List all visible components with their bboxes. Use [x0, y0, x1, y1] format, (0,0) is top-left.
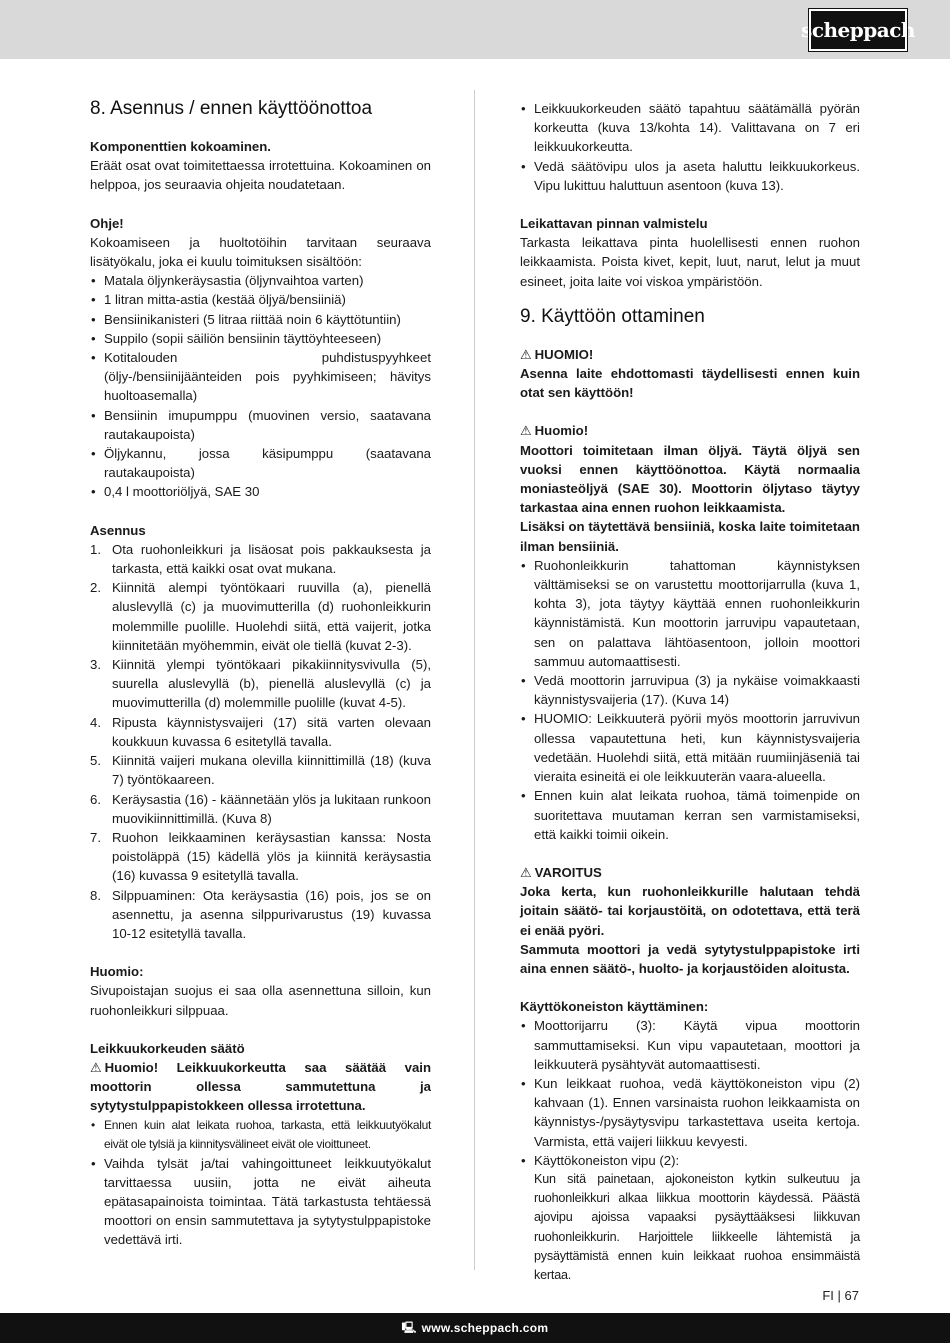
- operation-last-text: Kun sitä painetaan, ajokoneiston kytkin sulkeutuu ja ruohonleikkuri alkaa liikkua moottorin käydessä. Päästä ajovipu ajoissa vapaaksi pysäyttääksesi liikkuvan ruohonleikkurin. Harjoittele liikkeelle lähtemistä ja pysäyttämistä ennen kuin leikkaat ruohoa ensimmäistä kertaa.: [534, 1171, 860, 1282]
- right-column: [520, 99, 860, 1285]
- warning-triangle-icon: ⚠: [520, 864, 532, 880]
- warning-3-text: Joka kerta, kun ruohonleikkurille halutaan tehdä joitain säätö- tai korjaustöitä, on odotettava, että terä ei enää pyöri.: [520, 884, 860, 938]
- list-item: • Vedä moottorin jarruvipua (3) ja nykäise voimakkaasti käynnistysvaijeria (17). (Kuva 14): [520, 671, 860, 709]
- assembly-step: 4. Ripusta käynnistysvaijeri (17) sitä varten olevaan koukkuun kuvassa 6 esitetyllä tavalla.: [90, 713, 431, 751]
- page-number: FI | 67: [822, 1288, 859, 1303]
- list-item: • Kotitalouden puhdistuspyyhkeet (öljy-/bensiinijäänteiden pois pyyhkimiseen; hävitys huoltoasemalla): [90, 348, 431, 406]
- operation-list: [520, 1016, 860, 1170]
- assembly-heading: Asennus: [90, 522, 146, 538]
- brand-logo: scheppach: [809, 9, 907, 51]
- list-item: • Kun leikkaat ruohoa, vedä käyttökoneiston vipu (2) kahvaan (1). Ennen varsinaista ruohon leikkaamista on käynnistys-/pysäytysvipu tarkastettava useita kertoja. Varmista, että vaijeri liikkuu kevyesti.: [520, 1074, 860, 1151]
- assembly-step: 8. Silppuaminen: Ota keräysastia (16) pois, jos se on asennettu, ja asenna silppurivarustus (19) kuvassa 10-12 esitetyllä tavalla.: [90, 886, 431, 944]
- list-item: • Öljykannu, jossa käsipumppu (saatavana rautakaupoista): [90, 444, 431, 482]
- components-heading: Komponenttien kokoaminen.: [90, 139, 271, 154]
- assembly-step: 1. Ota ruohonleikkuri ja lisäosat pois pakkauksesta ja tarkasta, että kaikki osat ovat mukana.: [90, 540, 431, 578]
- list-item: • HUOMIO: Leikkuuterä pyörii myös moottorin jarruvivun ollessa vapautettuna heti, kun käynnistysvaijeria vedetään. Huolehdi siitä, että mitään ruumiinjäseniä tai vieraita esineitä ei ole leikkuuterän vaara-alueella.: [520, 709, 860, 786]
- surface-text: Tarkasta leikattava pinta huolellisesti ennen ruohon leikkaamista. Poista kivet, kepit, luut, narut, lelut ja muut esineet, joita laite voi viskoa ympäristöön.: [520, 235, 860, 289]
- section-8-title: 8. Asennus / ennen käyttöönottoa: [90, 98, 373, 119]
- list-item: • Bensiinikanisteri (5 litraa riittää noin 6 käyttötuntiin): [90, 310, 431, 329]
- warning-2-heading: ⚠ Huomio!: [520, 421, 860, 440]
- computer-icon: 🖳: [401, 1321, 417, 1334]
- cut-height-list-small: [90, 1116, 431, 1154]
- assembly-step: 3. Kiinnitä ylempi työntökaari pikakiinnitysvivulla (5), suurella aluslevyllä (b), pienellä aluslevyllä (c) ja muovimutterilla (d) molemmille puolille (kuvat 4-5).: [90, 655, 431, 713]
- column-divider: [474, 90, 475, 1270]
- warning-2-text-2: Lisäksi on täytettävä bensiiniä, koska laite toimitetaan ilman bensiiniä.: [520, 519, 860, 554]
- assembly-steps: [90, 540, 431, 943]
- list-item: • Bensiinin imupumppu (muovinen versio, saatavana rautakaupoista): [90, 406, 431, 444]
- warning-3-heading: ⚠ VAROITUS: [520, 863, 860, 882]
- huomio-heading: Huomio:: [90, 964, 144, 980]
- list-item: • Ruohonleikkurin tahattoman käynnistyksen välttämiseksi se on varustettu moottorijarrulla (kuva 1, kohta 3), jota täytyy käyttää ennen ruohonleikkurin käynnistämistä. Kun moottorin jarruvipu vapautetaan, sen on palattava lähtöasentoon, jolloin moottori sammuu automaattisesti.: [520, 556, 860, 671]
- operation-heading: Käyttökoneiston käyttäminen:: [520, 999, 709, 1015]
- assembly-step: 2. Kiinnitä alempi työntökaari ruuvilla (a), pienellä aluslevyllä (c) ja muovimutterilla (d) ruohonleikkurin molemmille puolille. Huolehdi siitä, että vaijerit, jotka kiinnitetään myöhemmin, eivät ole tiellä (kuvat 2-3).: [90, 578, 431, 655]
- footer-band: [0, 1313, 950, 1343]
- section-9-title: 9. Käyttöön ottaminen: [520, 305, 705, 327]
- left-column: [90, 97, 431, 1250]
- assembly-step: 7. Ruohon leikkaaminen keräysastian kanssa: Nosta poistoläppä (15) kädellä ylös ja kiinnitä keräysastia (16) kuvassa 9 esitetyllä tavalla.: [90, 828, 431, 886]
- components-text: Eräät osat ovat toimitettaessa irrotettuina. Kokoaminen on helppoa, jos seuraavia ohjeita noudatetaan.: [90, 158, 431, 193]
- warning-triangle-icon: ⚠: [90, 1059, 102, 1075]
- surface-heading: Leikattavan pinnan valmistelu: [520, 216, 708, 232]
- warning-1-heading: ⚠ HUOMIO!: [520, 345, 860, 364]
- warning-triangle-icon: ⚠: [520, 423, 532, 439]
- note-heading: Ohje!: [90, 215, 124, 231]
- list-item: • Matala öljynkeräysastia (öljynvaihtoa varten): [90, 271, 431, 290]
- warning-triangle-icon: ⚠: [520, 346, 532, 362]
- list-item: • Ennen kuin alat leikata ruohoa, tämä toimenpide on suoritettava muutaman kerran sen varmistamiseksi, että kaikki toimii oikein.: [520, 786, 860, 844]
- cut-height-warning: ⚠ Huomio! Leikkuukorkeutta saa säätää vain moottorin ollessa sammutettuna ja sytytystulppapistokkeen ollessa irrotettuna.: [90, 1059, 431, 1114]
- warning-3-text-2: Sammuta moottori ja vedä sytytystulppapistoke irti aina ennen säätö-, huolto- ja korjaustöiden aloitusta.: [520, 941, 860, 976]
- list-item: • Käyttökoneiston vipu (2):: [520, 1151, 860, 1170]
- tool-list: [90, 271, 431, 501]
- list-item: • Leikkuukorkeuden säätö tapahtuu säätämällä pyörän korkeutta (kuva 13/kohta 14). Valittavana on 7 eri leikkuukorkeutta.: [520, 99, 860, 157]
- assembly-step: 5. Kiinnitä vaijeri mukana olevilla kiinnittimillä (18) (kuva 7) työntökaareen.: [90, 751, 431, 789]
- list-item: • Vedä säätövipu ulos ja aseta haluttu leikkuukorkeus. Vipu lukittuu haluttuun asentoon (kuva 13).: [520, 157, 860, 195]
- list-item: • Ennen kuin alat leikata ruohoa, tarkasta, että leikkuutyökalut eivät ole tylsiä ja kiinnitysvälineet eivät ole vioittuneet.: [90, 1116, 431, 1154]
- list-item: • 0,4 l moottoriöljyä, SAE 30: [90, 482, 431, 501]
- list-item: • Suppilo (sopii säiliön bensiinin täyttöyhteeseen): [90, 329, 431, 348]
- cut-height-list: [90, 1154, 431, 1250]
- footer-url[interactable]: www.scheppach.com: [421, 1321, 549, 1335]
- start-list: [520, 556, 860, 844]
- note-text: Kokoamiseen ja huoltotöihin tarvitaan seuraava lisätyökalu, joka ei kuulu toimituksen sisältöön:: [90, 234, 431, 270]
- huomio-text: Sivupoistajan suojus ei saa olla asennettuna silloin, kun ruohonleikkuri silppuaa.: [90, 983, 431, 1018]
- warning-2-text: Moottori toimitetaan ilman öljyä. Täytä öljyä sen vuoksi ennen käyttöönottoa. Käytä normaalia moniasteöljyä (SAE 30). Moottorin öljytaso täytyy tarkastaa aina ennen ruohon leikkaamista.: [520, 442, 860, 516]
- list-item: • 1 litran mitta-astia (kestää öljyä/bensiiniä): [90, 290, 431, 309]
- cut-height-heading: Leikkuukorkeuden säätö: [90, 1040, 245, 1056]
- warning-1-text: Asenna laite ehdottomasti täydellisesti ennen kuin otat sen käyttöön!: [520, 366, 860, 401]
- list-item: • Vaihda tylsät ja/tai vahingoittuneet leikkuutyökalut tarvittaessa uusiin, jotta ne eivät aiheuta epätasapainoista toimintaa. Tätä tarkastusta tehtäessä moottori on ensin sammutettava ja sytytystulppapistoke vedettävä irti.: [90, 1154, 431, 1250]
- cut-height-continued: [520, 99, 860, 195]
- header-band: [0, 0, 950, 59]
- assembly-step: 6. Keräysastia (16) - käännetään ylös ja lukitaan runkoon muovikiinnittimillä. (Kuva 8): [90, 790, 431, 828]
- list-item: • Moottorijarru (3): Käytä vipua moottorin sammuttamiseksi. Kun vipu vapautetaan, moottori ja leikkuuterä pysähtyvät automaattisesti.: [520, 1016, 860, 1074]
